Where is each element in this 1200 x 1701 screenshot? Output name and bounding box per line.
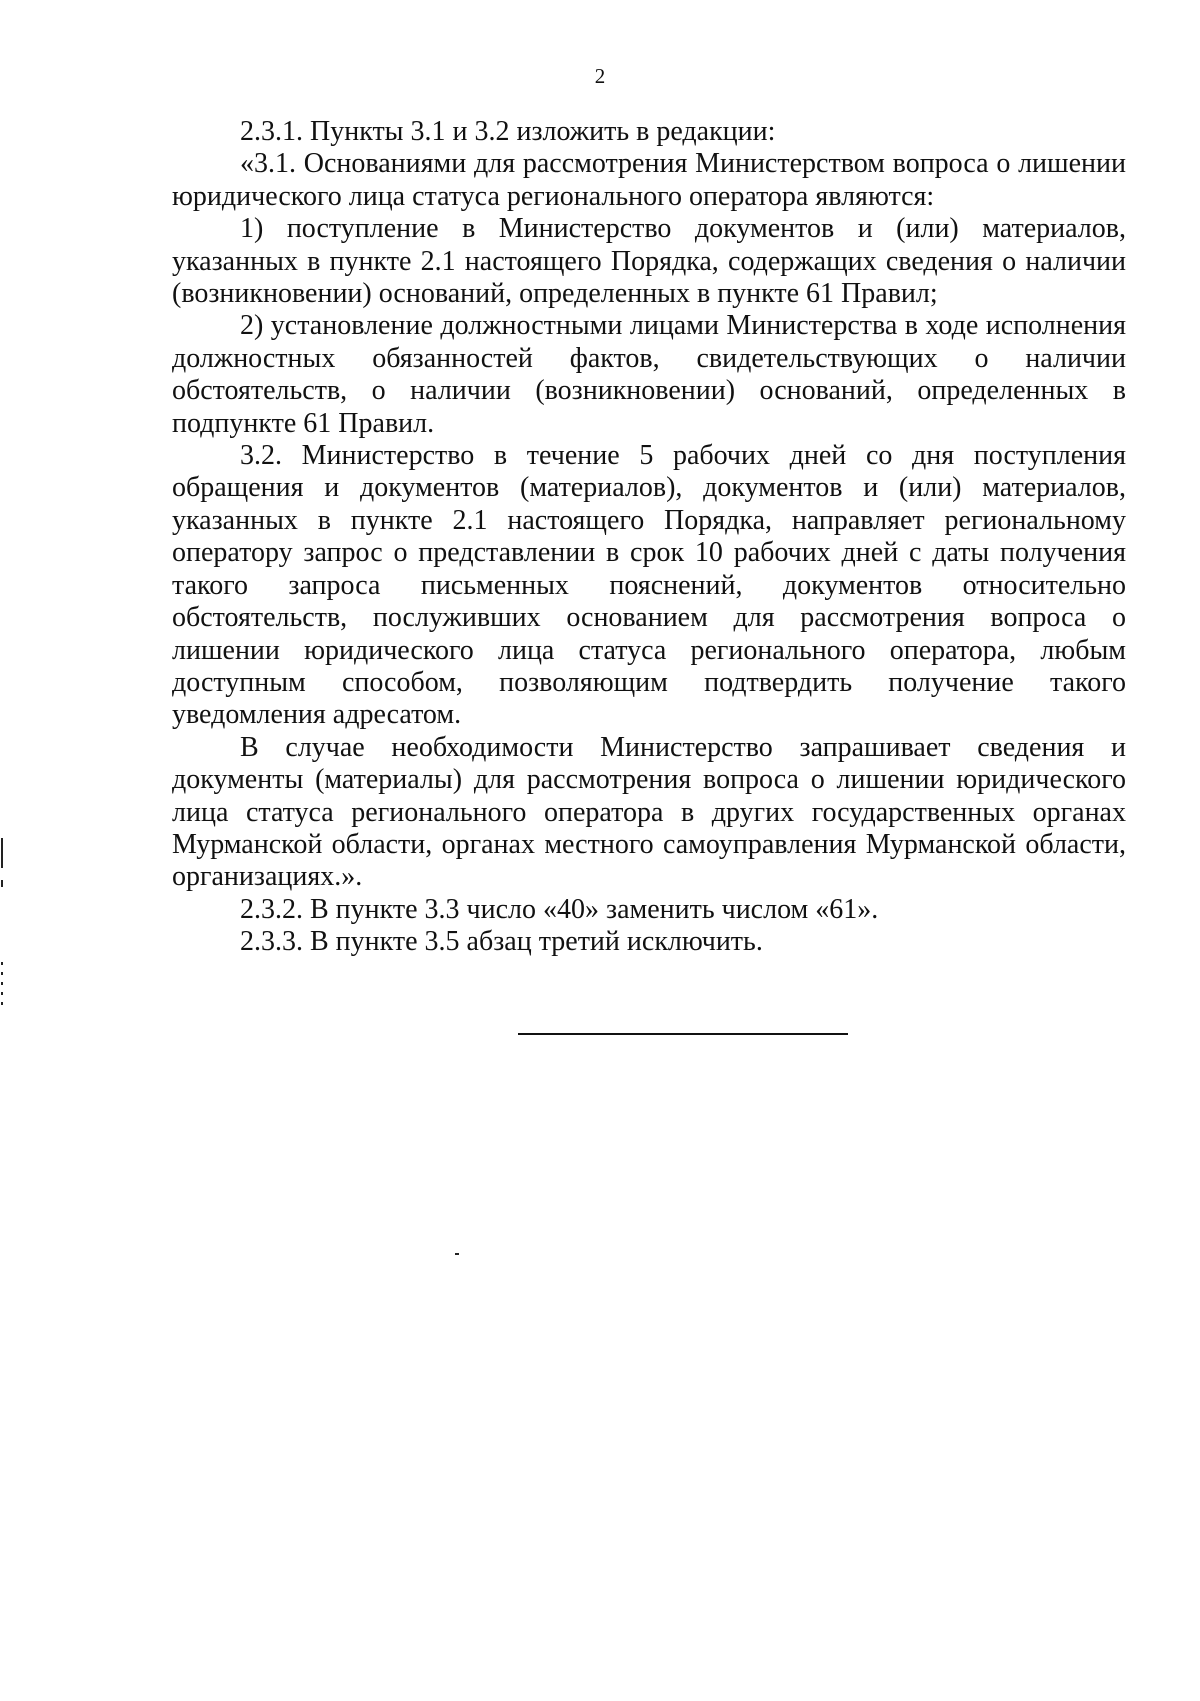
paragraph-3-1-item-1: 1) поступление в Министерство документов и (или) материалов, указанных в пункте 2.1 настоящего Порядка, содержащих сведения о наличии (возникновении) оснований, определенных в пункте 61 Правил; — [172, 213, 1126, 310]
paragraph-3-2: 3.2. Министерство в течение 5 рабочих дней со дня поступления обращения и документов (материалов), документов и (или) материалов, указанных в пункте 2.1 настоящего Порядка, направляет региональному оператору запрос о представлении в срок 10 рабочих дней с даты получения такого запроса письменных пояснений, документов относительно обстоятельств, послуживших основанием для рассмотрения вопроса о лишении юридического лица статуса регионального оператора, любым доступным способом, позволяющим подтвердить получение такого уведомления адресатом. — [172, 440, 1126, 731]
scan-edge-mark — [1, 982, 3, 985]
scan-edge-mark — [1, 962, 3, 965]
scan-edge-mark — [1, 880, 3, 887]
scan-edge-mark — [1, 838, 3, 868]
paragraph-3-1-item-2: 2) установление должностными лицами Министерства в ходе исполнения должностных обязанностей фактов, свидетельствующих о наличии обстоятельств, о наличии (возникновении) оснований, определенных в подпункте 61 Правил. — [172, 310, 1126, 439]
scan-edge-mark — [1, 1002, 3, 1005]
closing-horizontal-rule — [518, 1033, 848, 1035]
paragraph-2-3-1: 2.3.1. Пункты 3.1 и 3.2 изложить в редакции: — [240, 116, 776, 147]
paragraph-3-1: «3.1. Основаниями для рассмотрения Министерством вопроса о лишении юридического лица статуса регионального оператора являются: — [172, 148, 1126, 212]
paragraph-2-3-2: 2.3.2. В пункте 3.3 число «40» заменить числом «61». — [240, 893, 879, 925]
scan-edge-mark — [1, 992, 3, 995]
scan-speck — [455, 1253, 459, 1255]
document-body — [172, 116, 1126, 959]
page-number: 2 — [594, 64, 606, 88]
paragraph-3-2-continuation: В случае необходимости Министерство запрашивает сведения и документы (материалы) для рассмотрения вопроса о лишении юридического лица статуса регионального оператора в других государственных органах Мурманской области, органах местного самоуправления Мурманской области, организациях.». — [172, 731, 1126, 893]
scan-edge-mark — [1, 972, 3, 975]
paragraph-2-3-3: 2.3.3. В пункте 3.5 абзац третий исключить. — [240, 926, 763, 958]
